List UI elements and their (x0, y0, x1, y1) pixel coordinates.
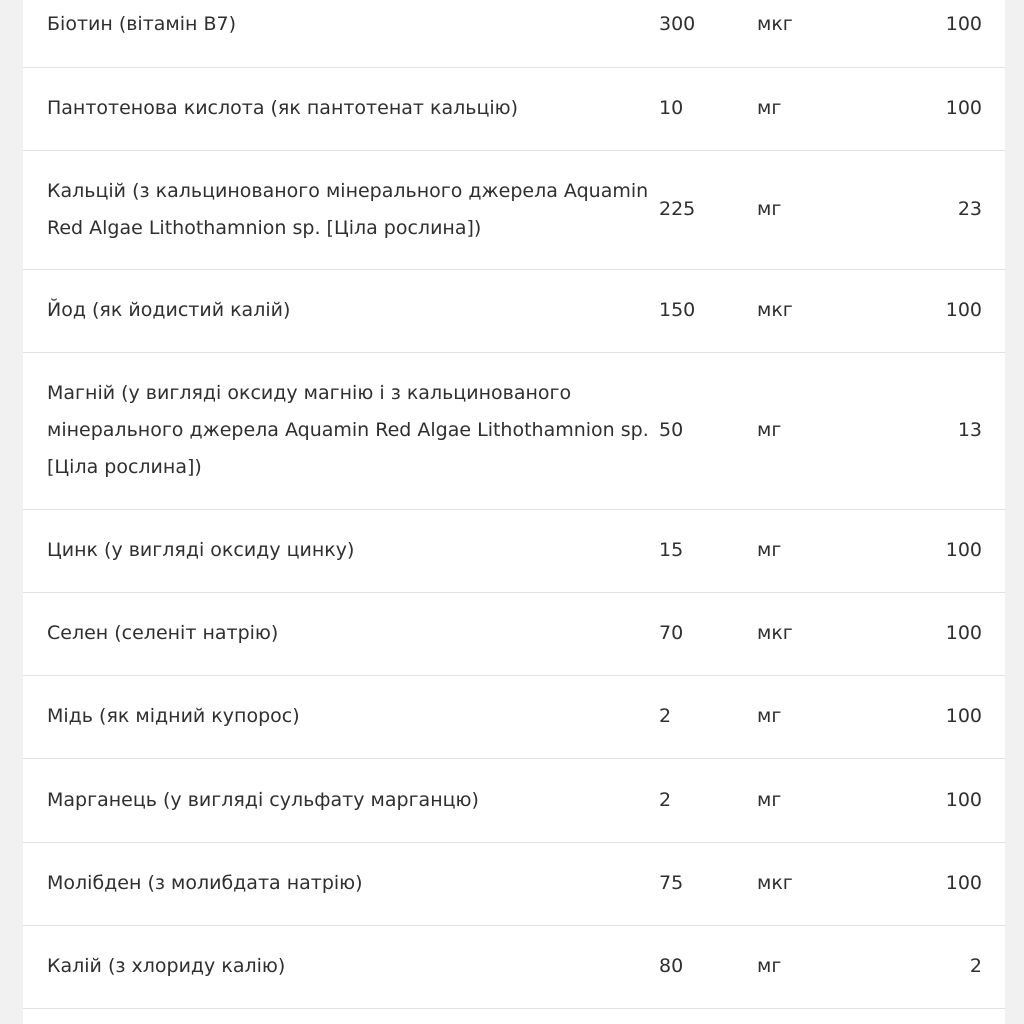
nutrient-daily-value: 100 (945, 299, 982, 321)
table-row (23, 842, 1005, 925)
nutrient-daily-value: 100 (945, 788, 982, 811)
table-row (23, 758, 1005, 842)
nutrient-name: Цинк (у вигляді оксиду цинку) (47, 539, 355, 561)
nutrient-unit: мг (757, 955, 782, 977)
nutrient-daily-value: 100 (945, 539, 982, 561)
nutrient-amount: 10 (659, 97, 684, 119)
nutrient-daily-value: 13 (957, 419, 982, 441)
nutrient-unit: мг (757, 198, 782, 220)
table-row (23, 67, 1005, 150)
nutrient-name: Селен (селеніт натрію) (47, 622, 279, 644)
nutrient-unit: мг (757, 539, 782, 561)
nutrient-unit: мкг (757, 622, 793, 644)
nutrient-unit: мг (757, 97, 782, 119)
nutrient-unit: мг (757, 788, 782, 811)
nutrient-unit: мкг (757, 872, 793, 894)
table-row (23, 509, 1005, 592)
nutrient-name: Марганець (у вигляді сульфату марганцю) (47, 788, 479, 811)
nutrient-amount: 75 (659, 872, 684, 894)
nutrient-name: Біотин (вітамін B7) (47, 12, 237, 35)
nutrient-unit: мкг (757, 299, 793, 321)
nutrient-name: Кальцій (з кальцинованого мінерального джерела Aquamin Red Algae Lithothamnion sp. [Ціла рослина]) (47, 179, 649, 239)
nutrient-unit: мг (757, 419, 782, 441)
table-row (23, 675, 1005, 758)
table-row (23, 352, 1005, 509)
nutrient-amount: 225 (659, 198, 696, 220)
nutrition-table (23, 0, 1005, 1009)
nutrient-amount: 2 (659, 705, 672, 727)
nutrient-daily-value: 2 (969, 955, 982, 977)
nutrient-amount: 15 (659, 539, 684, 561)
nutrient-unit: мг (757, 705, 782, 727)
nutrient-amount: 70 (659, 622, 684, 644)
nutrient-daily-value: 100 (945, 622, 982, 644)
nutrient-daily-value: 23 (957, 198, 982, 220)
nutrient-name: Мідь (як мідний купорос) (47, 705, 300, 727)
table-row (23, 0, 1005, 67)
nutrition-facts-panel (23, 0, 1005, 1024)
nutrient-name: Магній (у вигляді оксиду магнію і з кальцинованого мінерального джерела Aquamin Red Algae Lithothamnion sp. [Ціла рослина]) (47, 382, 649, 478)
nutrient-daily-value: 100 (945, 97, 982, 119)
nutrient-daily-value: 100 (945, 705, 982, 727)
nutrient-amount: 150 (659, 299, 696, 321)
nutrient-amount: 300 (659, 12, 696, 35)
nutrient-daily-value: 100 (945, 872, 982, 894)
nutrient-name: Пантотенова кислота (як пантотенат кальцію) (47, 97, 519, 119)
table-row (23, 269, 1005, 352)
nutrient-name: Молібден (з молибдата натрію) (47, 872, 363, 894)
table-row (23, 592, 1005, 675)
nutrient-name: Йод (як йодистий калій) (47, 299, 291, 321)
nutrient-daily-value: 100 (945, 12, 982, 35)
nutrient-unit: мкг (757, 12, 793, 35)
nutrient-amount: 2 (659, 788, 672, 811)
nutrient-amount: 80 (659, 955, 684, 977)
nutrient-name: Калій (з хлориду калію) (47, 955, 286, 977)
nutrient-amount: 50 (659, 419, 684, 441)
table-row (23, 150, 1005, 269)
table-row (23, 925, 1005, 1008)
